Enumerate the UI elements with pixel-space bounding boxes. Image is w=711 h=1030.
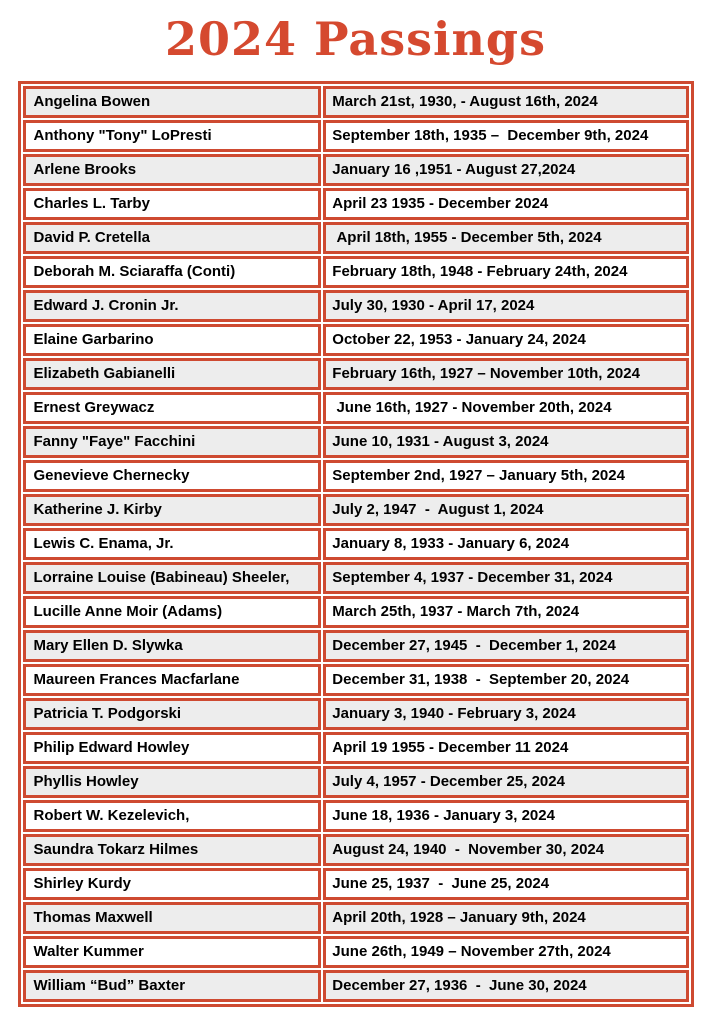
name-cell: Saundra Tokarz Hilmes bbox=[23, 834, 322, 866]
name-cell: Charles L. Tarby bbox=[23, 188, 322, 220]
dates-cell: August 24, 1940 - November 30, 2024 bbox=[323, 834, 688, 866]
dates-cell: July 2, 1947 - August 1, 2024 bbox=[323, 494, 688, 526]
table-row bbox=[23, 766, 689, 798]
dates-cell: September 4, 1937 - December 31, 2024 bbox=[323, 562, 688, 594]
dates-cell: July 4, 1957 - December 25, 2024 bbox=[323, 766, 688, 798]
table-row bbox=[23, 120, 689, 152]
table-row bbox=[23, 698, 689, 730]
dates-cell: April 23 1935 - December 2024 bbox=[323, 188, 688, 220]
name-cell: Mary Ellen D. Slywka bbox=[23, 630, 322, 662]
name-cell: Elaine Garbarino bbox=[23, 324, 322, 356]
table-row bbox=[23, 324, 689, 356]
dates-cell: September 18th, 1935 – December 9th, 2024 bbox=[323, 120, 688, 152]
table-row bbox=[23, 868, 689, 900]
table-row bbox=[23, 222, 689, 254]
table-row bbox=[23, 426, 689, 458]
dates-cell: April 18th, 1955 - December 5th, 2024 bbox=[323, 222, 688, 254]
table-row bbox=[23, 834, 689, 866]
name-cell: Thomas Maxwell bbox=[23, 902, 322, 934]
name-cell: Lucille Anne Moir (Adams) bbox=[23, 596, 322, 628]
name-cell: Deborah M. Sciaraffa (Conti) bbox=[23, 256, 322, 288]
dates-cell: March 25th, 1937 - March 7th, 2024 bbox=[323, 596, 688, 628]
passings-table-body bbox=[23, 86, 689, 1002]
dates-cell: October 22, 1953 - January 24, 2024 bbox=[323, 324, 688, 356]
name-cell: Walter Kummer bbox=[23, 936, 322, 968]
dates-cell: December 27, 1945 - December 1, 2024 bbox=[323, 630, 688, 662]
dates-cell: December 31, 1938 - September 20, 2024 bbox=[323, 664, 688, 696]
name-cell: Edward J. Cronin Jr. bbox=[23, 290, 322, 322]
table-row bbox=[23, 732, 689, 764]
table-row bbox=[23, 970, 689, 1002]
passings-table bbox=[18, 81, 694, 1007]
name-cell: David P. Cretella bbox=[23, 222, 322, 254]
table-row bbox=[23, 800, 689, 832]
dates-cell: March 21st, 1930, - August 16th, 2024 bbox=[323, 86, 688, 118]
name-cell: Patricia T. Podgorski bbox=[23, 698, 322, 730]
dates-cell: June 10, 1931 - August 3, 2024 bbox=[323, 426, 688, 458]
table-row bbox=[23, 154, 689, 186]
table-row bbox=[23, 290, 689, 322]
dates-cell: April 20th, 1928 – January 9th, 2024 bbox=[323, 902, 688, 934]
name-cell: Arlene Brooks bbox=[23, 154, 322, 186]
table-row bbox=[23, 528, 689, 560]
name-cell: Elizabeth Gabianelli bbox=[23, 358, 322, 390]
table-row bbox=[23, 562, 689, 594]
table-row bbox=[23, 596, 689, 628]
page-title: 2024 Passings bbox=[165, 12, 546, 66]
table-row bbox=[23, 630, 689, 662]
dates-cell: April 19 1955 - December 11 2024 bbox=[323, 732, 688, 764]
name-cell: Robert W. Kezelevich, bbox=[23, 800, 322, 832]
table-row bbox=[23, 358, 689, 390]
name-cell: Anthony "Tony" LoPresti bbox=[23, 120, 322, 152]
name-cell: Lewis C. Enama, Jr. bbox=[23, 528, 322, 560]
name-cell: Genevieve Chernecky bbox=[23, 460, 322, 492]
name-cell: Maureen Frances Macfarlane bbox=[23, 664, 322, 696]
dates-cell: February 16th, 1927 – November 10th, 2024 bbox=[323, 358, 688, 390]
name-cell: Phyllis Howley bbox=[23, 766, 322, 798]
table-row bbox=[23, 494, 689, 526]
name-cell: Shirley Kurdy bbox=[23, 868, 322, 900]
name-cell: Ernest Greywacz bbox=[23, 392, 322, 424]
dates-cell: June 26th, 1949 – November 27th, 2024 bbox=[323, 936, 688, 968]
name-cell: Angelina Bowen bbox=[23, 86, 322, 118]
dates-cell: February 18th, 1948 - February 24th, 2024 bbox=[323, 256, 688, 288]
dates-cell: December 27, 1936 - June 30, 2024 bbox=[323, 970, 688, 1002]
dates-cell: July 30, 1930 - April 17, 2024 bbox=[323, 290, 688, 322]
name-cell: Katherine J. Kirby bbox=[23, 494, 322, 526]
table-row bbox=[23, 664, 689, 696]
table-row bbox=[23, 86, 689, 118]
table-row bbox=[23, 256, 689, 288]
dates-cell: September 2nd, 1927 – January 5th, 2024 bbox=[323, 460, 688, 492]
dates-cell: June 16th, 1927 - November 20th, 2024 bbox=[323, 392, 688, 424]
name-cell: William “Bud” Baxter bbox=[23, 970, 322, 1002]
table-row bbox=[23, 392, 689, 424]
name-cell: Lorraine Louise (Babineau) Sheeler, bbox=[23, 562, 322, 594]
name-cell: Philip Edward Howley bbox=[23, 732, 322, 764]
table-row bbox=[23, 460, 689, 492]
dates-cell: June 25, 1937 - June 25, 2024 bbox=[323, 868, 688, 900]
name-cell: Fanny "Faye" Facchini bbox=[23, 426, 322, 458]
table-row bbox=[23, 936, 689, 968]
table-row bbox=[23, 902, 689, 934]
table-row bbox=[23, 188, 689, 220]
dates-cell: January 8, 1933 - January 6, 2024 bbox=[323, 528, 688, 560]
dates-cell: June 18, 1936 - January 3, 2024 bbox=[323, 800, 688, 832]
dates-cell: January 3, 1940 - February 3, 2024 bbox=[323, 698, 688, 730]
dates-cell: January 16 ,1951 - August 27,2024 bbox=[323, 154, 688, 186]
